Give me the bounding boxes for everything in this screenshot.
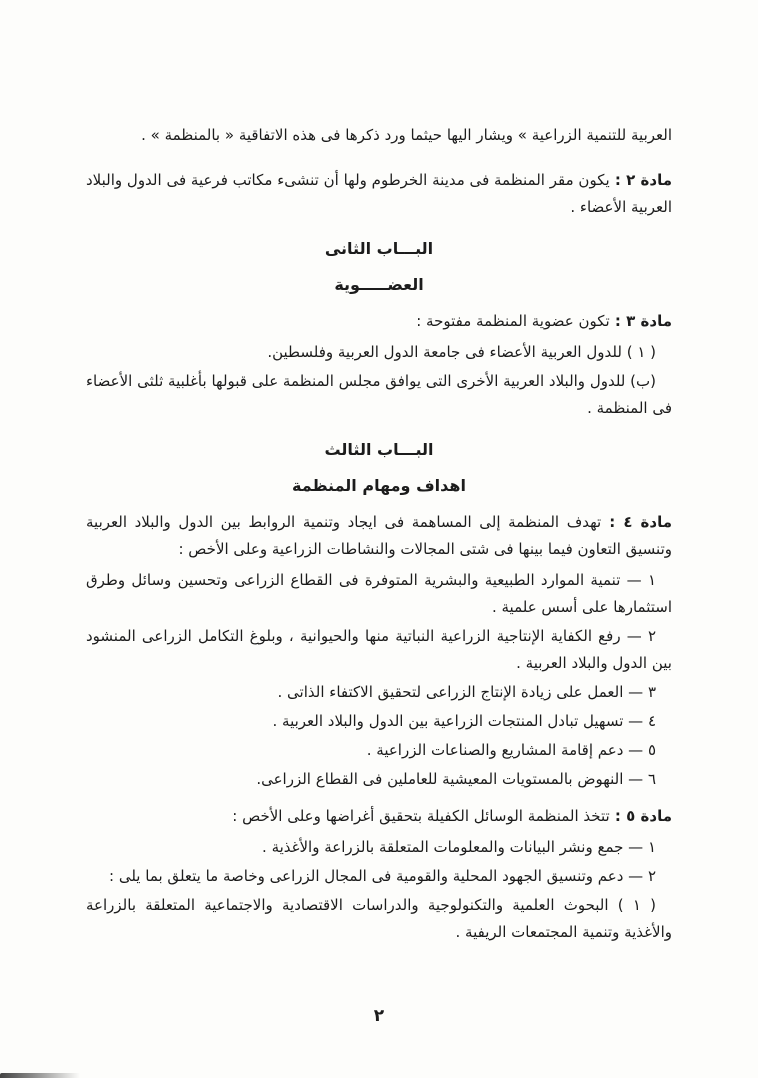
document-body xyxy=(86,122,672,948)
article-label: مادة ٤ : xyxy=(601,513,672,531)
chapter-heading: البـــاب الثانى xyxy=(324,239,434,258)
sub-list-item: ( ١ ) البحوث العلمية والتكنولوجية والدراسات الاقتصادية والاجتماعية المتعلقة بالزراعة والأغذية وتنمية المجتمعات الريفية . xyxy=(86,896,672,941)
article-paragraph: مادة ٣ : تكون عضوية المنظمة مفتوحة : xyxy=(416,312,672,330)
article-paragraph: مادة ٥ : تتخذ المنظمة الوسائل الكفيلة بتحقيق أغراضها وعلى الأخص : xyxy=(232,807,672,825)
list-item: ( ١ ) للدول العربية الأعضاء فى جامعة الدول العربية وفلسطين. xyxy=(267,343,656,361)
list-item: ٣ — العمل على زيادة الإنتاج الزراعى لتحقيق الاكتفاء الذاتى . xyxy=(277,683,656,701)
page-number: ٢ xyxy=(373,1006,385,1026)
list-item: ١ — تنمية الموارد الطبيعية والبشرية المتوفرة فى القطاع الزراعى وتحسين وسائل وطرق استثمارها على أسس علمية . xyxy=(86,571,672,616)
section-heading: اهداف ومهام المنظمة xyxy=(292,476,466,495)
article-label: مادة ٢ : xyxy=(609,171,672,189)
list-item: (ب) للدول والبلاد العربية الأخرى التى يوافق مجلس المنظمة على قبولها بأغلبية ثلثى الأعضاء فى المنظمة . xyxy=(86,372,672,417)
list-item: ٦ — النهوض بالمستويات المعيشية للعاملين فى القطاع الزراعى. xyxy=(256,770,656,788)
list-item: ١ — جمع ونشر البيانات والمعلومات المتعلقة بالزراعة والأغذية . xyxy=(262,838,656,856)
list-item: ٢ — رفع الكفاية الإنتاجية الزراعية النباتية منها والحيوانية ، وبلوغ التكامل الزراعى المنشود بين الدول والبلاد العربية . xyxy=(86,627,672,672)
section-heading: العضـــــوية xyxy=(334,275,424,294)
chapter-heading: البـــاب الثالث xyxy=(324,440,434,459)
list-item: ٢ — دعم وتنسيق الجهود المحلية والقومية فى المجال الزراعى وخاصة ما يتعلق بما يلى : xyxy=(109,867,656,885)
article-paragraph: مادة ٤ : تهدف المنظمة إلى المساهمة فى ايجاد وتنمية الروابط بين الدول والبلاد العربية وتنسيق التعاون فيما بينها فى شتى المجالات والنشاطات الزراعية وعلى الأخص : xyxy=(86,513,672,558)
list-item: ٤ — تسهيل تبادل المنتجات الزراعية بين الدول والبلاد العربية . xyxy=(272,712,656,730)
article-label: مادة ٥ : xyxy=(609,807,672,825)
article-label: مادة ٣ : xyxy=(609,312,672,330)
continuation-paragraph: العربية للتنمية الزراعية » ويشار اليها حيثما ورد ذكرها فى هذه الاتفاقية « بالمنظمة » . xyxy=(141,126,672,144)
scan-edge-artifact xyxy=(0,1073,80,1078)
article-paragraph: مادة ٢ : يكون مقر المنظمة فى مدينة الخرطوم ولها أن تنشىء مكاتب فرعية فى الدول والبلاد العربية الأعضاء . xyxy=(86,171,672,216)
list-item: ٥ — دعم إقامة المشاريع والصناعات الزراعية . xyxy=(366,741,656,759)
